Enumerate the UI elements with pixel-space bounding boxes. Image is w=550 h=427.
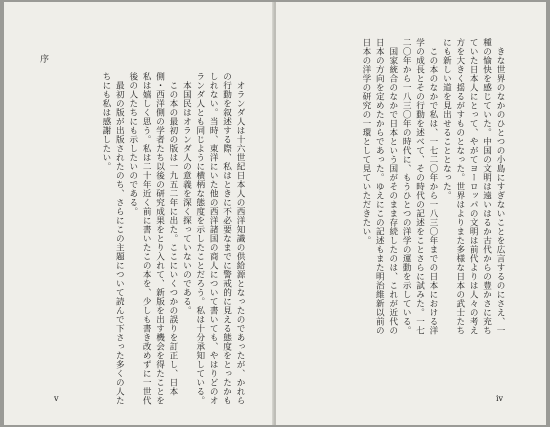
right-page [276,2,546,425]
book-spread [4,2,546,425]
paragraph: 本国民はオランダ人の意義を深く探っていないのである。 [181,80,192,315]
right-page-body [296,38,506,338]
paragraph: 最初の版が出版されたのち、さらにこの主題について読んで下さった多くの人たちにも私は感謝したい。 [100,72,125,405]
left-page [4,2,274,425]
running-head: 序 [40,55,50,65]
paragraph: この本の最初の版は一九五二年に出た。ここにいくつかの誤りを訂正し、日本側・西洋側の学者たち以後の研究成果をとり入れて、新版を出す機会を得たことを私は嬉しく思う。私は二十年近く前に書いたこの本を、少しも書き改めずに一世代後の人たちにも示したいのである。 [127,72,178,405]
paragraph: オランダ人は十六世紀日本人の西洋知識の供給源となったのであったが、かれらの行動を叙述する際、私はときに不必要なまでに警戒的に見える態度をとったかもしれない。当時、東洋にいた他の西洋諸国の商人について書いても、やはりどのオランダ人とも同じように横柄な態度を示したことだろう。私は十分承知している。 [194,72,245,405]
paragraph: きな世界のなかのひとつの小島にすぎないことを広言するのにさえ、一種の愉快を感じていた。中国の文明は遠いはるか古代からの豊かさに充ちていた日本人にとって、やがてヨーロッパの文明は前代よりは人々の考え方を大きく揺るがすものとなった。世界はよりまた多様な日本の武士たちにも新しい道を見出せることとなった。 [441,38,505,335]
paragraph: 国家統合のなかで日本という国がそのまま存続したのは、これが近代の日本の方向を定めたからであった。ゆえにこの記述もまた明治維新以前の日本の洋学の研究の一環として見ていただきたい。 [360,38,398,335]
page-number: v [54,394,59,403]
paragraph: この本のなかで私は、一七二〇年から一八三〇年までの日本における洋学の成長とその行動を述べて、その時代の記述をことさらに試みた。一七二〇年から一八三〇年の時代に、もうひとつの洋学の運動を示している。 [401,38,438,335]
page-number: iv [496,394,504,403]
left-page-body [36,72,246,408]
